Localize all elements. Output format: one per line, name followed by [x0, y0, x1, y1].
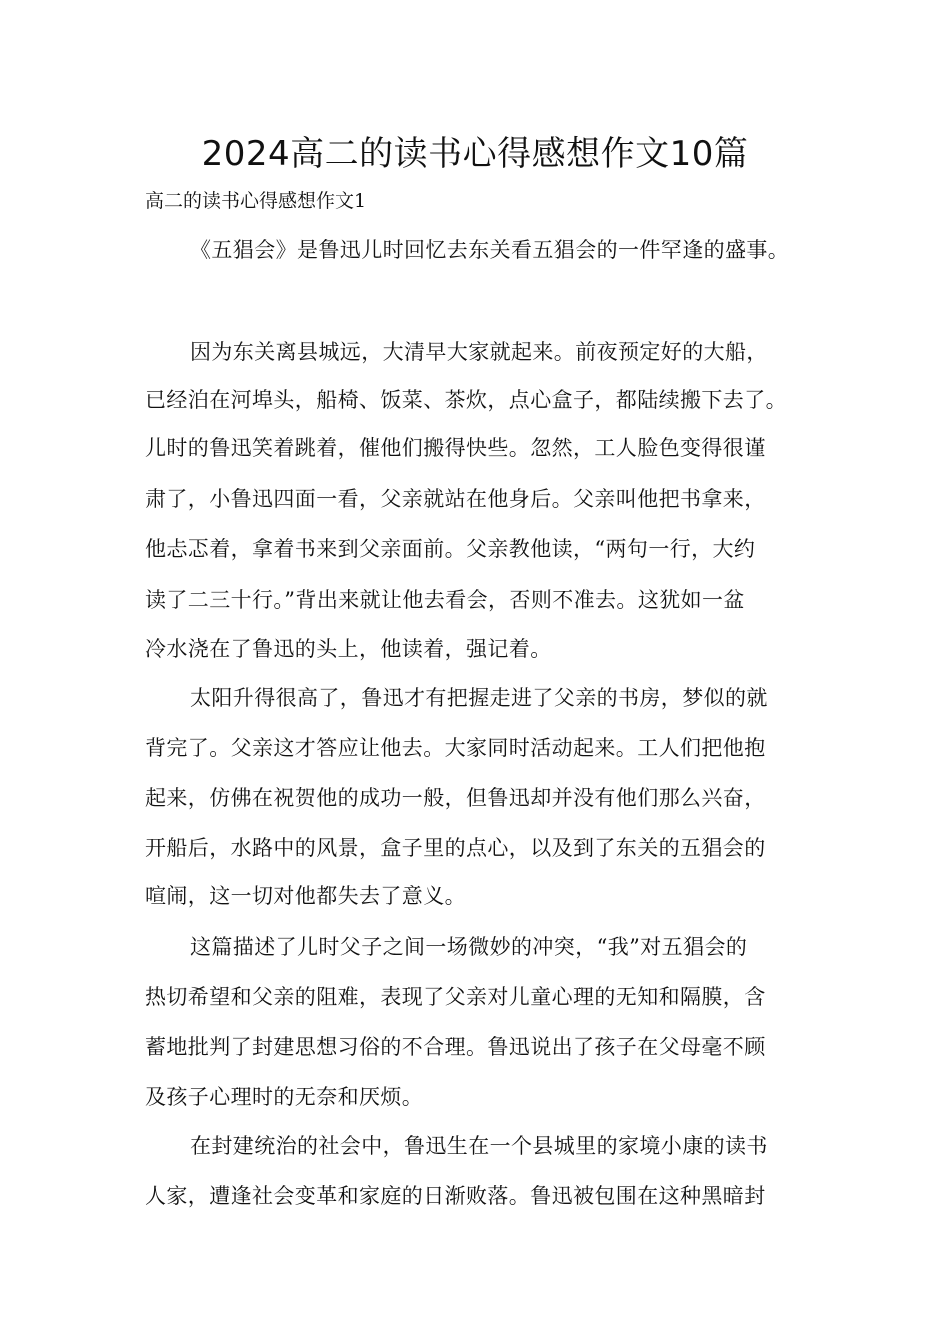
- paragraph-line: 已经泊在河埠头，船椅、饭菜、茶炊，点心盒子，都陆续搬下去了。: [145, 388, 787, 412]
- section-heading: 高二的读书心得感想作文1: [145, 190, 367, 212]
- paragraph-line: 太阳升得很高了，鲁迅才有把握走进了父亲的书房，梦似的就: [190, 686, 768, 710]
- paragraph-line: 喧闹，这一切对他都失去了意义。: [145, 884, 466, 908]
- paragraph-line: 读了二三十行。”背出来就让他去看会，否则不准去。这犹如一盆: [145, 588, 745, 612]
- paragraph-line: 《五猖会》是鲁迅儿时回忆去东关看五猖会的一件罕逢的盛事。: [190, 238, 790, 262]
- paragraph-line: 肃了，小鲁迅四面一看，父亲就站在他身后。父亲叫他把书拿来，: [145, 487, 766, 511]
- paragraph-line: 热切希望和父亲的阻难，表现了父亲对儿童心理的无知和隔膜，含: [145, 985, 766, 1009]
- paragraph-line: 及孩子心理时的无奈和厌烦。: [145, 1085, 424, 1109]
- paragraph-line: 他忐忑着，拿着书来到父亲面前。父亲教他读，“两句一行，大约: [145, 537, 756, 561]
- paragraph-line: 冷水浇在了鲁迅的头上，他读着，强记着。: [145, 637, 552, 661]
- paragraph-line: 这篇描述了儿时父子之间一场微妙的冲突，“我”对五猖会的: [190, 935, 748, 959]
- paragraph-line: 蓄地批判了封建思想习俗的不合理。鲁迅说出了孩子在父母毫不顾: [145, 1035, 766, 1059]
- document-title: 2024高二的读书心得感想作文10篇: [201, 134, 749, 174]
- paragraph-line: 人家，遭逢社会变革和家庭的日渐败落。鲁迅被包围在这种黑暗封: [145, 1184, 766, 1208]
- paragraph-line: 在封建统治的社会中，鲁迅生在一个县城里的家境小康的读书: [190, 1134, 768, 1158]
- paragraph-line: 起来，仿佛在祝贺他的成功一般，但鲁迅却并没有他们那么兴奋，: [145, 786, 766, 810]
- paragraph-line: 因为东关离县城远，大清早大家就起来。前夜预定好的大船，: [190, 340, 768, 364]
- paragraph-line: 背完了。父亲这才答应让他去。大家同时活动起来。工人们把他抱: [145, 736, 766, 760]
- paragraph-line: 儿时的鲁迅笑着跳着，催他们搬得快些。忽然，工人脸色变得很谨: [145, 436, 766, 460]
- paragraph-line: 开船后，水路中的风景，盒子里的点心，以及到了东关的五猖会的: [145, 836, 766, 860]
